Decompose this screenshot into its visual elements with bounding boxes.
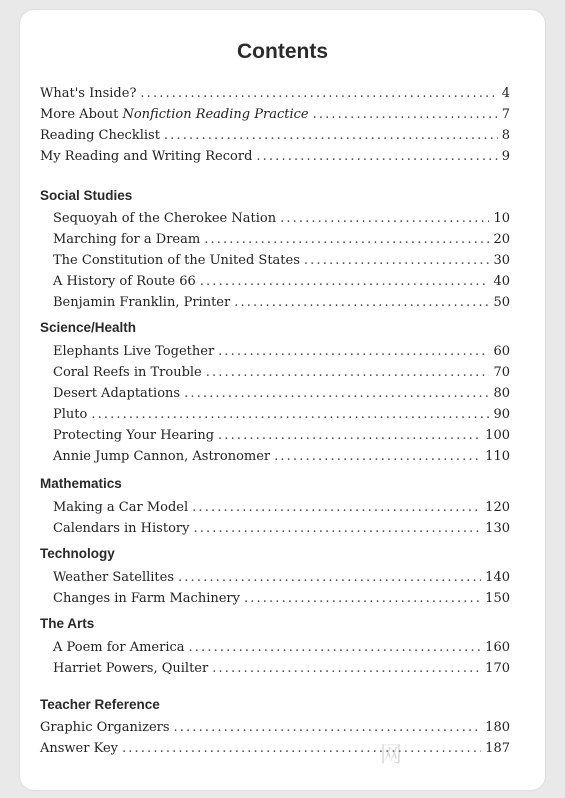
toc-entry-title: Benjamin Franklin, Printer xyxy=(53,295,231,310)
section-heading-social-studies: Social Studies xyxy=(40,188,133,203)
toc-entry[interactable] xyxy=(53,274,510,289)
dot-leader xyxy=(313,107,498,122)
dot-leader xyxy=(174,720,482,735)
dot-leader xyxy=(244,591,481,606)
dot-leader xyxy=(184,386,489,401)
toc-entry-page: 170 xyxy=(485,661,510,676)
toc-entry-page: 4 xyxy=(501,86,510,101)
watermark-text: 网 xyxy=(380,743,405,768)
dot-leader xyxy=(280,211,489,226)
toc-entry[interactable] xyxy=(40,741,510,756)
toc-entry[interactable] xyxy=(53,661,510,676)
dot-leader xyxy=(178,570,481,585)
toc-entry-title: What's Inside? xyxy=(40,86,137,101)
toc-entry-title: Answer Key xyxy=(40,741,118,756)
dot-leader xyxy=(274,449,481,464)
toc-entry-page: 100 xyxy=(485,428,510,443)
dot-leader xyxy=(193,521,481,536)
toc-entry[interactable] xyxy=(53,386,510,401)
toc-entry-page: 70 xyxy=(493,365,510,380)
dot-leader xyxy=(206,365,490,380)
dot-leader xyxy=(164,128,498,143)
toc-entry-title: Marching for a Dream xyxy=(53,232,201,247)
toc-entry-page: 120 xyxy=(485,500,510,515)
toc-entry[interactable] xyxy=(53,591,510,606)
section-heading-mathematics: Mathematics xyxy=(40,476,122,491)
toc-entry-title: Sequoyah of the Cherokee Nation xyxy=(53,211,277,226)
toc-entry-title: Desert Adaptations xyxy=(53,386,181,401)
toc-entry[interactable] xyxy=(40,107,510,122)
toc-entry-page: 180 xyxy=(485,720,510,735)
toc-entry[interactable] xyxy=(53,365,510,380)
toc-entry-title: Coral Reefs in Trouble xyxy=(53,365,202,380)
toc-entry[interactable] xyxy=(40,128,510,143)
toc-entry-page: 20 xyxy=(493,232,510,247)
page-title: Contents xyxy=(237,40,328,63)
toc-entry-page: 10 xyxy=(493,211,510,226)
toc-entry-title: A Poem for America xyxy=(53,640,185,655)
toc-entry-title: The Constitution of the United States xyxy=(53,253,300,268)
toc-entry-title: Elephants Live Together xyxy=(53,344,215,359)
toc-entry-title: My Reading and Writing Record xyxy=(40,149,253,164)
toc-entry[interactable] xyxy=(40,149,510,164)
toc-entry[interactable] xyxy=(53,521,510,536)
toc-entry[interactable] xyxy=(53,232,510,247)
dot-leader xyxy=(140,86,497,101)
toc-entry-title: Calendars in History xyxy=(53,521,190,536)
toc-entry[interactable] xyxy=(53,211,510,226)
dot-leader xyxy=(256,149,497,164)
toc-entry-title: Weather Satellites xyxy=(53,570,175,585)
toc-entry[interactable] xyxy=(53,570,510,585)
dot-leader xyxy=(234,295,489,310)
toc-entry[interactable] xyxy=(53,640,510,655)
toc-entry[interactable] xyxy=(53,449,510,464)
toc-entry-page: 7 xyxy=(501,107,510,122)
section-heading-teacher-reference: Teacher Reference xyxy=(40,697,160,712)
toc-entry-title-italic: Nonfiction Reading Practice xyxy=(122,107,309,122)
toc-entry[interactable] xyxy=(53,253,510,268)
toc-entry-page: 8 xyxy=(501,128,510,143)
toc-entry-page: 150 xyxy=(485,591,510,606)
toc-entry[interactable] xyxy=(53,295,510,310)
toc-entry[interactable] xyxy=(40,720,510,735)
toc-entry-page: 80 xyxy=(493,386,510,401)
dot-leader xyxy=(200,274,490,289)
section-heading-the-arts: The Arts xyxy=(40,616,95,631)
toc-entry-page: 40 xyxy=(493,274,510,289)
dot-leader xyxy=(212,661,481,676)
toc-entry-page: 30 xyxy=(493,253,510,268)
toc-entry-page: 187 xyxy=(485,741,510,756)
toc-entry-title-prefix: More About xyxy=(40,107,123,122)
toc-entry[interactable] xyxy=(53,428,510,443)
toc-entry[interactable] xyxy=(53,500,510,515)
toc-entry-page: 60 xyxy=(493,344,510,359)
section-heading-technology: Technology xyxy=(40,546,115,561)
toc-entry-title: Making a Car Model xyxy=(53,500,189,515)
toc-entry-title: Graphic Organizers xyxy=(40,720,170,735)
contents-page xyxy=(20,10,545,790)
dot-leader xyxy=(91,407,489,422)
dot-leader xyxy=(204,232,489,247)
section-heading-science-health: Science/Health xyxy=(40,320,137,335)
toc-entry-title: Annie Jump Cannon, Astronomer xyxy=(53,449,271,464)
dot-leader xyxy=(189,640,482,655)
toc-entry-page: 90 xyxy=(493,407,510,422)
toc-entry-title: Pluto xyxy=(53,407,88,422)
toc-entry[interactable] xyxy=(53,407,510,422)
toc-entry-page: 50 xyxy=(493,295,510,310)
toc-entry[interactable] xyxy=(53,344,510,359)
toc-entry[interactable] xyxy=(40,86,510,101)
dot-leader xyxy=(218,428,481,443)
toc-entry-title xyxy=(40,107,309,122)
dot-leader xyxy=(218,344,489,359)
toc-entry-page: 130 xyxy=(485,521,510,536)
toc-entry-page: 110 xyxy=(485,449,510,464)
toc-entry-title: A History of Route 66 xyxy=(53,274,196,289)
toc-entry-title: Protecting Your Hearing xyxy=(53,428,215,443)
toc-entry-page: 9 xyxy=(501,149,510,164)
toc-entry-title: Reading Checklist xyxy=(40,128,160,143)
dot-leader xyxy=(192,500,481,515)
toc-entry-title: Harriet Powers, Quilter xyxy=(53,661,209,676)
toc-entry-page: 140 xyxy=(485,570,510,585)
toc-entry-title: Changes in Farm Machinery xyxy=(53,591,240,606)
dot-leader xyxy=(122,741,481,756)
toc-entry-page: 160 xyxy=(485,640,510,655)
dot-leader xyxy=(304,253,490,268)
